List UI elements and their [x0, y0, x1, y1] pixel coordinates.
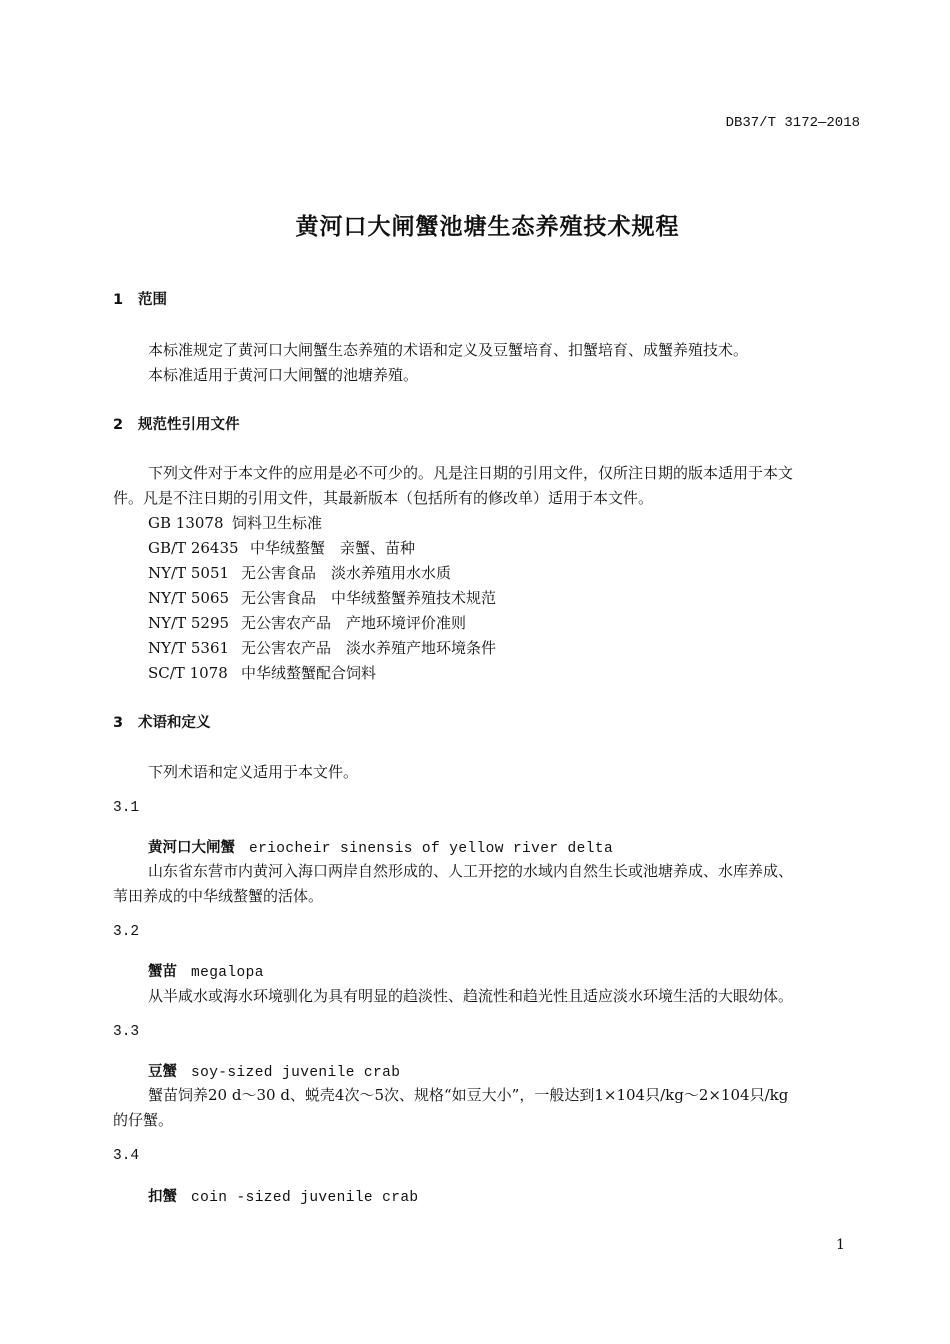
reference-title: 饲料卫生标准 — [232, 514, 323, 532]
section-number: 1 — [113, 292, 124, 308]
paragraph: 本标准适用于黄河口大闸蟹的池塘养殖。 — [148, 366, 419, 384]
section-title: 规范性引用文件 — [138, 417, 240, 433]
term-english: coin -sized juvenile crab — [191, 1190, 419, 1206]
standard-code: DB37/T 3172—2018 — [725, 115, 860, 131]
section-3-heading — [113, 711, 211, 732]
term-entry — [148, 1060, 400, 1081]
paragraph-continuation: 件。凡是不注日期的引用文件，其最新版本（包括所有的修改单）适用于本文件。 — [113, 489, 654, 507]
reference-item — [148, 662, 376, 683]
term-definition: 蟹苗饲养20 d～30 d、蜕壳4次～5次、规格“如豆大小”，一般达到1×104只/kg～2×104只/kg — [148, 1086, 789, 1104]
term-english: megalopa — [191, 965, 264, 981]
paragraph: 本标准规定了黄河口大闸蟹生态养殖的术语和定义及豆蟹培育、扣蟹培育、成蟹养殖技术。 — [148, 341, 749, 359]
section-number: 3 — [113, 715, 124, 731]
reference-code: SC/T 1078 — [148, 664, 228, 682]
reference-code: NY/T 5065 — [148, 589, 230, 607]
term-definition-continuation: 的仔蟹。 — [113, 1111, 174, 1129]
reference-item — [148, 537, 415, 558]
term-chinese: 黄河口大闸蟹 — [148, 840, 235, 856]
term-number: 3.1 — [113, 800, 140, 816]
reference-code: GB/T 26435 — [148, 539, 239, 557]
term-definition: 从半咸水或海水环境驯化为具有明显的趋淡性、趋流性和趋光性且适应淡水环境生活的大眼幼体。 — [148, 987, 794, 1005]
reference-code: NY/T 5295 — [148, 614, 230, 632]
term-number: 3.2 — [113, 924, 140, 940]
term-english: soy-sized juvenile crab — [191, 1065, 401, 1081]
page-number: 1 — [836, 1237, 845, 1253]
term-chinese: 豆蟹 — [148, 1064, 177, 1080]
reference-title: 无公害农产品 产地环境评价准则 — [241, 614, 467, 632]
term-number: 3.4 — [113, 1148, 140, 1164]
term-entry — [148, 836, 613, 857]
reference-title: 中华绒螯蟹配合饲料 — [241, 664, 377, 682]
term-definition-continuation: 苇田养成的中华绒螯蟹的活体。 — [113, 887, 324, 905]
paragraph: 下列文件对于本文件的应用是必不可少的。凡是注日期的引用文件，仅所注日期的版本适用于本文 — [148, 464, 794, 482]
reference-item — [148, 512, 322, 533]
section-title: 术语和定义 — [138, 715, 211, 731]
term-english: eriocheir sinensis of yellow river delta — [249, 841, 614, 857]
reference-title: 无公害食品 中华绒螯蟹养殖技术规范 — [241, 589, 497, 607]
term-chinese: 蟹苗 — [148, 964, 177, 980]
reference-code: GB 13078 — [148, 514, 224, 532]
term-number: 3.3 — [113, 1024, 140, 1040]
reference-item — [148, 637, 496, 658]
reference-code: NY/T 5361 — [148, 639, 230, 657]
term-chinese: 扣蟹 — [148, 1189, 177, 1205]
paragraph: 下列术语和定义适用于本文件。 — [148, 763, 359, 781]
reference-item — [148, 562, 451, 583]
document-title: 黄河口大闸蟹池塘生态养殖技术规程 — [295, 214, 680, 240]
section-2-heading — [113, 413, 240, 434]
section-title: 范围 — [138, 292, 167, 308]
reference-item — [148, 612, 466, 633]
reference-title: 中华绒螯蟹 亲蟹、苗种 — [250, 539, 416, 557]
term-entry — [148, 960, 264, 981]
reference-title: 无公害食品 淡水养殖用水水质 — [241, 564, 452, 582]
reference-item — [148, 587, 496, 608]
term-entry — [148, 1185, 419, 1206]
reference-title: 无公害农产品 淡水养殖产地环境条件 — [241, 639, 497, 657]
section-1-heading — [113, 288, 167, 309]
reference-code: NY/T 5051 — [148, 564, 230, 582]
term-definition: 山东省东营市内黄河入海口两岸自然形成的、人工开挖的水域内自然生长或池塘养成、水库养成、 — [148, 862, 794, 880]
section-number: 2 — [113, 417, 124, 433]
